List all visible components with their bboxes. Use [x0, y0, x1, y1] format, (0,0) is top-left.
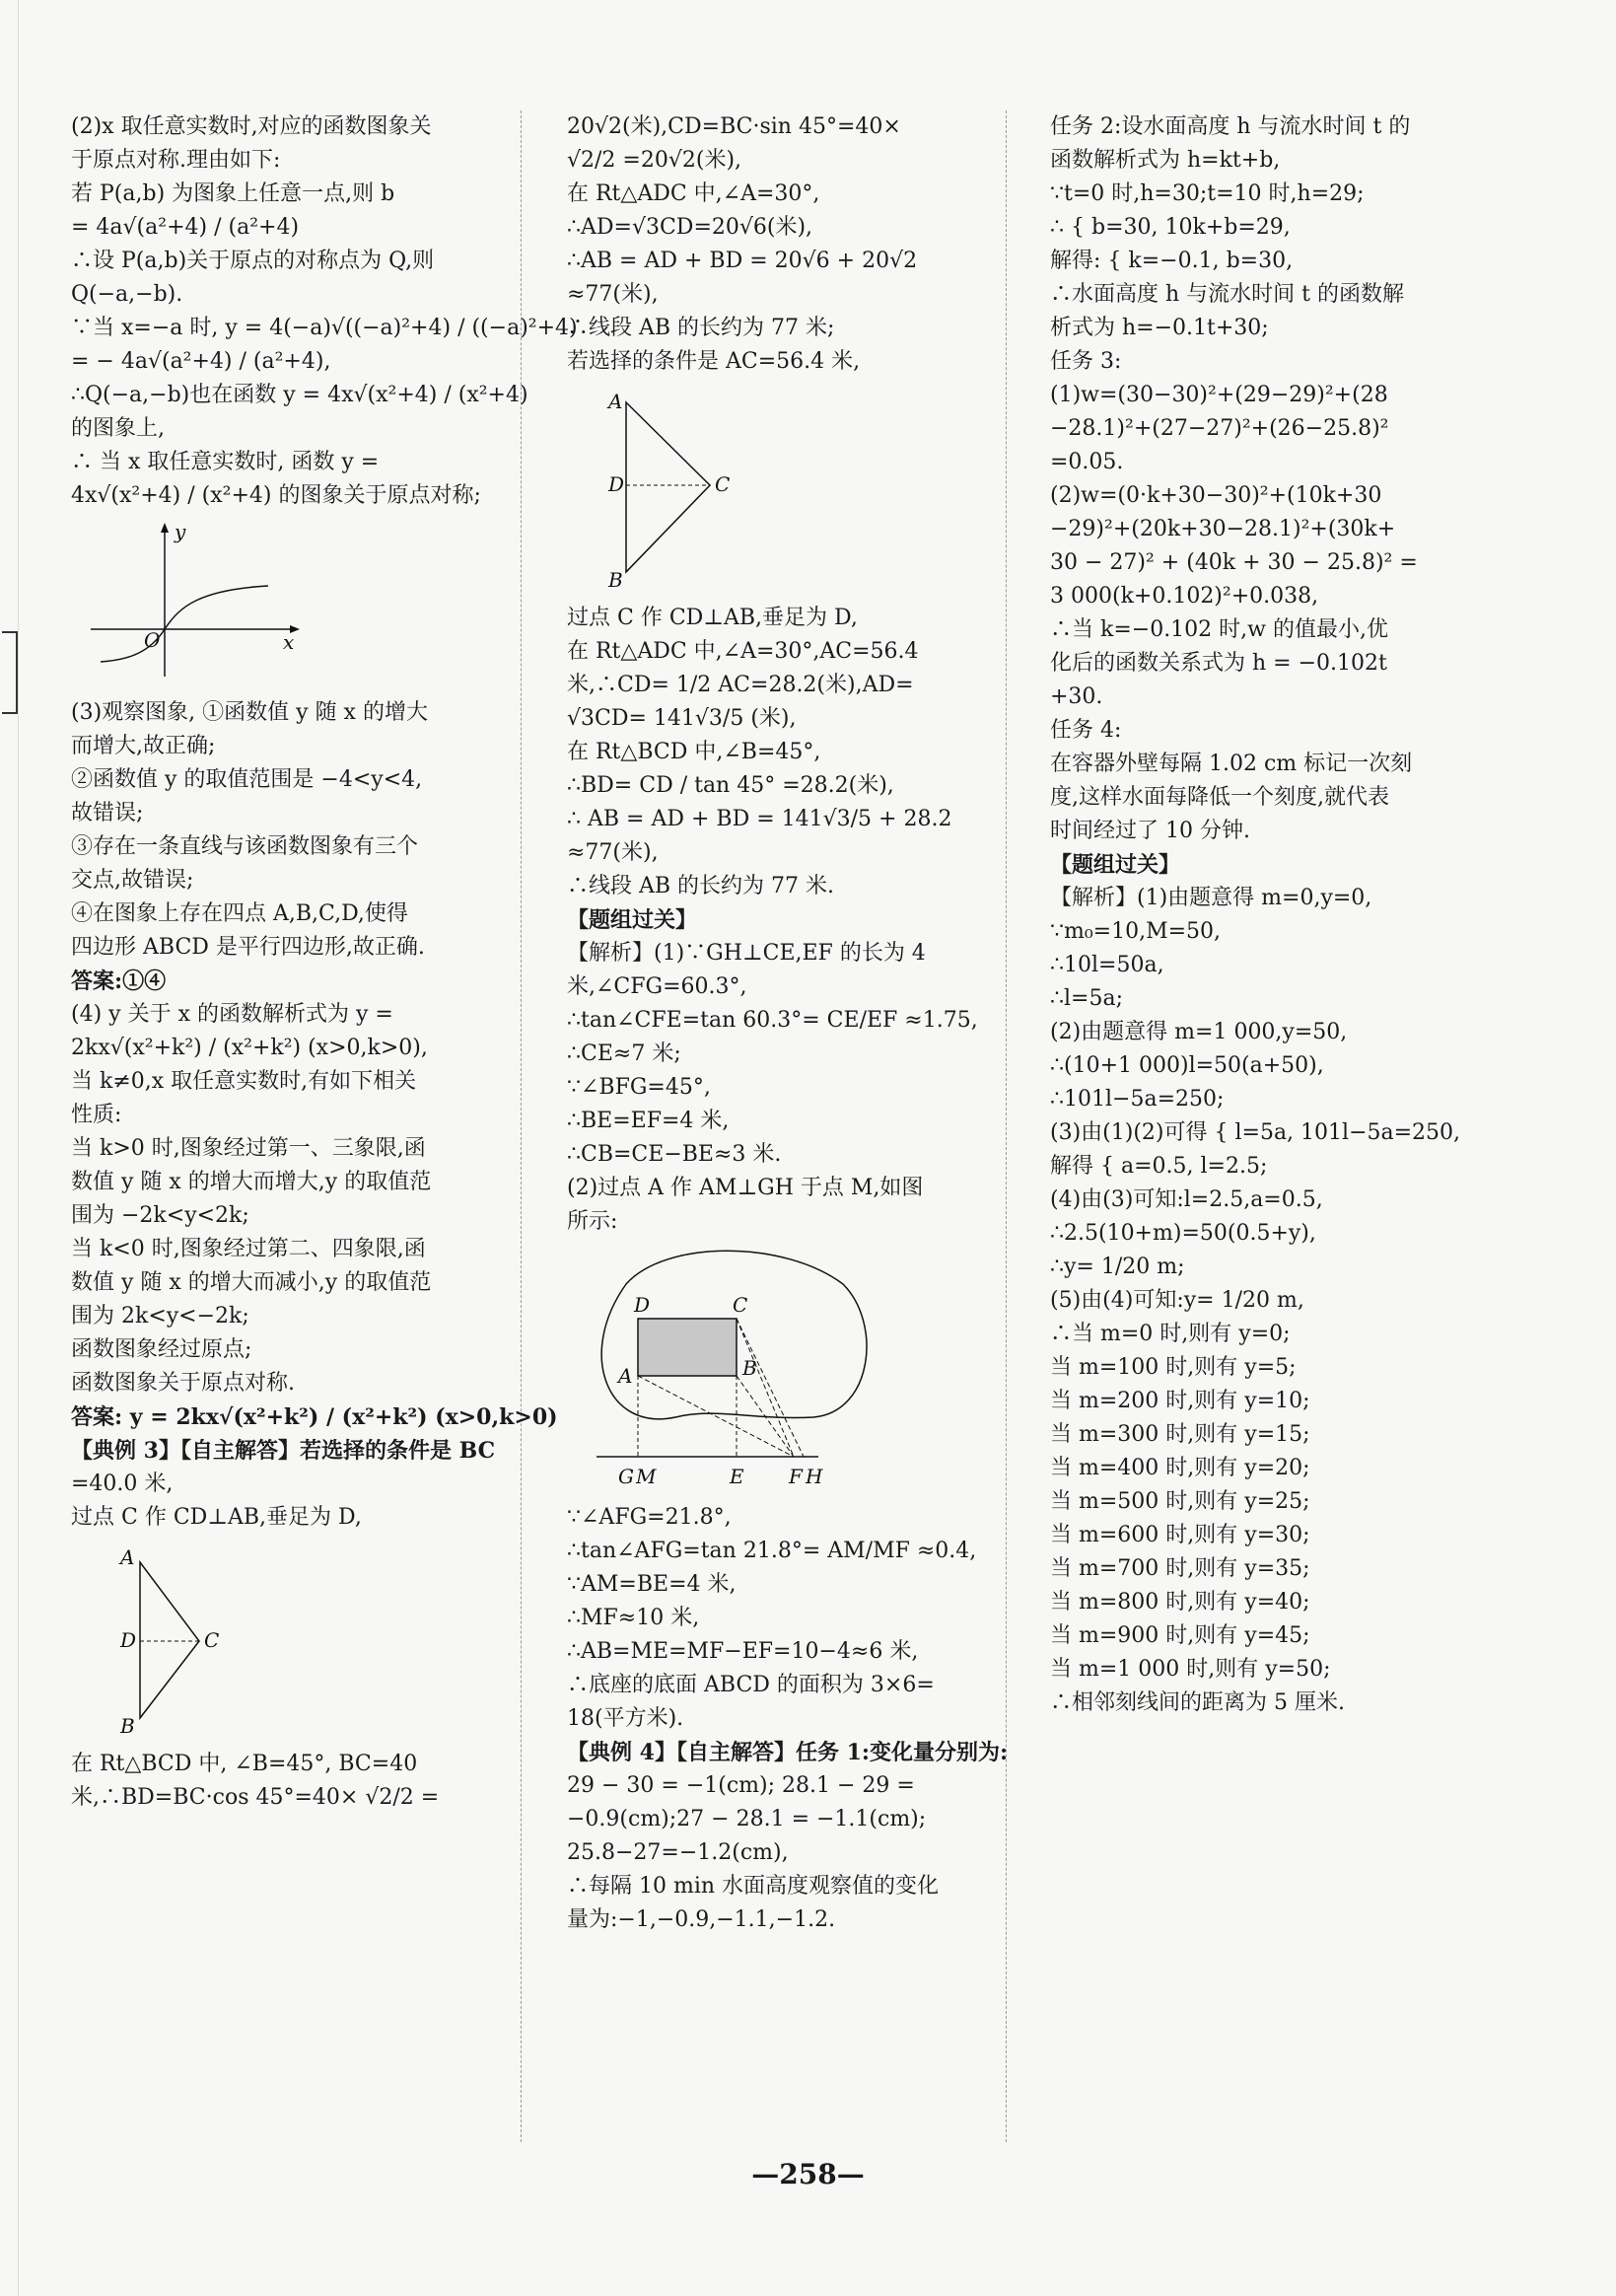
text-line: 过点 C 作 CD⊥AB,垂足为 D, [567, 606, 858, 630]
text-line: 当 m=100 时,则有 y=5; [1050, 1355, 1297, 1380]
page-number: —258— [751, 2158, 865, 2190]
text-line: ∴y= 1/20 m; [1050, 1255, 1185, 1279]
sculpture-base-figure [567, 1245, 882, 1491]
text-line: 29 − 30 = −1(cm); 28.1 − 29 = [567, 1773, 915, 1798]
label-d: D [608, 472, 625, 496]
text-line: 时间经过了 10 分钟. [1050, 819, 1250, 843]
text-line: 当 m=700 时,则有 y=35; [1050, 1556, 1310, 1581]
text-line: 交点,故错误; [71, 868, 194, 893]
text-line: 解得 { a=0.5, l=2.5; [1050, 1154, 1268, 1179]
text-line: 任务 3: [1050, 349, 1122, 374]
text-line: 于原点对称.理由如下: [71, 148, 281, 173]
text-line: −29)²+(20k+30−28.1)²+(30k+ [1050, 517, 1396, 541]
text-line: 故错误; [71, 801, 144, 825]
answer-line: 答案: y = 2kx√(x²+k²) / (x²+k²) (x>0,k>0) [71, 1404, 558, 1430]
text-line: 函数图象经过原点; [71, 1337, 252, 1362]
text-line: 数值 y 随 x 的增大而减小,y 的取值范 [71, 1270, 432, 1295]
text-line: 25.8−27=−1.2(cm), [567, 1840, 789, 1865]
text-line: ∴水面高度 h 与流水时间 t 的函数解 [1050, 282, 1404, 307]
text-line: (3)由(1)(2)可得 { l=5a, 101l−5a=250, [1050, 1120, 1461, 1145]
label-b: B [742, 1356, 757, 1380]
column-1 [71, 110, 578, 1815]
text-line: 函数图象关于原点对称. [71, 1371, 295, 1396]
text-line: ③存在一条直线与该函数图象有三个 [71, 834, 419, 859]
edge-mark [2, 631, 18, 714]
text-line: ∴CE≈7 米; [567, 1041, 681, 1066]
text-line: Q(−a,−b). [71, 282, 183, 307]
line-ch [737, 1319, 804, 1457]
triangle-abc [626, 402, 710, 572]
text-line: ∴tan∠CFE=tan 60.3°= CE/EF ≈1.75, [567, 1008, 978, 1033]
label-c: C [733, 1293, 748, 1317]
text-line: 四边形 ABCD 是平行四边形,故正确. [71, 935, 425, 960]
text-line: 在 Rt△ADC 中,∠A=30°,AC=56.4 [567, 639, 919, 664]
text-line: (4)由(3)可知:l=2.5,a=0.5, [1050, 1187, 1323, 1212]
label-d: D [634, 1293, 651, 1317]
text-line: 所示: [567, 1209, 618, 1234]
label-h: H [806, 1465, 823, 1488]
text-line: 任务 4: [1050, 718, 1122, 743]
x-axis-label: x [283, 630, 295, 654]
y-axis-label: y [175, 520, 186, 543]
text-line: 米,∴CD= 1/2 AC=28.2(米),AD= [567, 673, 914, 697]
text-line: (2)w=(0·k+30−30)²+(10k+30 [1050, 483, 1382, 508]
base-rectangle-abcd [638, 1319, 737, 1376]
text-line: ∴MF≈10 米, [567, 1606, 700, 1630]
text-line: 米,∠CFG=60.3°, [567, 974, 747, 999]
text-line: ∴101l−5a=250; [1050, 1087, 1225, 1112]
text-line: ∴CB=CE−BE≈3 米. [567, 1142, 782, 1167]
label-a: A [618, 1364, 633, 1388]
column-3 [1050, 110, 1484, 1720]
text-line: 当 m=600 时,则有 y=30; [1050, 1523, 1310, 1547]
text-line: 2kx√(x²+k²) / (x²+k²) (x>0,k>0), [71, 1036, 428, 1060]
text-line: ≈77(米), [567, 840, 659, 865]
text-line: 【解析】(1)∵GH⊥CE,EF 的长为 4 [567, 941, 926, 966]
text-line: 的图象上, [71, 416, 165, 441]
text-line: ∵∠BFG=45°, [567, 1075, 711, 1100]
text-line: ∴10l=50a, [1050, 953, 1164, 977]
text-line: =0.05. [1050, 450, 1124, 474]
text-line: 当 m=500 时,则有 y=25; [1050, 1489, 1310, 1514]
section-heading: 【典例 3】【自主解答】若选择的条件是 BC [71, 1438, 496, 1464]
text-line: 度,这样水面每降低一个刻度,就代表 [1050, 785, 1389, 810]
text-line: ∴AD=√3CD=20√6(米), [567, 215, 813, 240]
text-line: √2/2 =20√2(米), [567, 148, 742, 173]
text-line: (2)x 取任意实数时,对应的函数图象关 [71, 114, 432, 139]
text-line: =40.0 米, [71, 1471, 174, 1496]
text-line: (2)过点 A 作 AM⊥GH 于点 M,如图 [567, 1176, 924, 1200]
text-line: 米,∴BD=BC·cos 45°=40× √2/2 = [71, 1785, 440, 1810]
text-line: 在 Rt△ADC 中,∠A=30°, [567, 181, 820, 206]
text-line: ∴tan∠AFG=tan 21.8°= AM/MF ≈0.4, [567, 1539, 977, 1563]
text-line: 当 m=1 000 时,则有 y=50; [1050, 1657, 1331, 1682]
text-line: (3)观察图象, ①函数值 y 随 x 的增大 [71, 700, 428, 725]
triangle-abc [140, 1562, 199, 1718]
text-line: 30 − 27)² + (40k + 30 − 25.8)² = [1050, 550, 1418, 575]
text-line: 3 000(k+0.102)²+0.038, [1050, 584, 1319, 609]
text-line: 化后的函数关系式为 h = −0.102t [1050, 651, 1387, 676]
text-line: 任务 2:设水面高度 h 与流水时间 t 的 [1050, 114, 1411, 139]
label-m: M [636, 1465, 657, 1488]
label-b: B [120, 1714, 135, 1738]
text-line: 20√2(米),CD=BC·sin 45°=40× [567, 114, 901, 139]
text-line: +30. [1050, 684, 1103, 709]
text-line: ∵当 x=−a 时, y = 4(−a)√((−a)²+4) / ((−a)²+4) [71, 316, 578, 340]
text-line: 若 P(a,b) 为图象上任意一点,则 b [71, 181, 395, 206]
text-line: ∴l=5a; [1050, 986, 1123, 1011]
text-line: 当 m=300 时,则有 y=15; [1050, 1422, 1310, 1447]
text-line: ∴线段 AB 的长约为 77 米; [567, 316, 835, 340]
text-line: ∴当 m=0 时,则有 y=0; [1050, 1322, 1291, 1346]
text-line: 而增大,故正确; [71, 734, 216, 758]
text-line: 当 k≠0,x 取任意实数时,有如下相关 [71, 1069, 417, 1094]
text-line: ∴ AB = AD + BD = 141√3/5 + 28.2 [567, 807, 952, 831]
text-line: 围为 2k<y<−2k; [71, 1304, 249, 1328]
label-b: B [608, 568, 623, 592]
text-line: ≈77(米), [567, 282, 659, 307]
column-divider-1 [521, 110, 522, 2142]
text-line: ∴线段 AB 的长约为 77 米. [567, 874, 835, 898]
text-line: ②函数值 y 的取值范围是 −4<y<4, [71, 767, 423, 792]
triangle-figure-1 [71, 1541, 308, 1738]
text-line: 当 k<0 时,图象经过第二、四象限,函 [71, 1237, 426, 1261]
text-line: = 4a√(a²+4) / (a²+4) [71, 215, 300, 240]
label-g: G [618, 1465, 634, 1488]
label-f: F [789, 1465, 803, 1488]
text-line: 4x√(x²+4) / (x²+4) 的图象关于原点对称; [71, 483, 481, 508]
text-line: (1)w=(30−30)²+(29−29)²+(28 [1050, 383, 1388, 407]
text-line: 当 m=900 时,则有 y=45; [1050, 1623, 1310, 1648]
text-line: ∵t=0 时,h=30;t=10 时,h=29; [1050, 181, 1365, 206]
text-line: ∴每隔 10 min 水面高度观察值的变化 [567, 1874, 940, 1899]
text-line: ④在图象上存在四点 A,B,C,D,使得 [71, 901, 408, 926]
text-line: ∴BE=EF=4 米, [567, 1109, 730, 1133]
y-axis-arrow [161, 523, 169, 533]
section-heading: 【题组过关】 [567, 907, 698, 933]
text-line: 当 m=400 时,则有 y=20; [1050, 1456, 1310, 1480]
text-line: ∴BD= CD / tan 45° =28.2(米), [567, 773, 894, 798]
text-line: 【解析】(1)由题意得 m=0,y=0, [1050, 886, 1372, 910]
text-line: (5)由(4)可知:y= 1/20 m, [1050, 1288, 1304, 1313]
text-line: ∴相邻刻线间的距离为 5 厘米. [1050, 1690, 1345, 1715]
label-c: C [715, 472, 731, 496]
text-line: 数值 y 随 x 的增大而增大,y 的取值范 [71, 1170, 432, 1194]
text-line: ∵m₀=10,M=50, [1050, 919, 1222, 944]
text-line: 18(平方米). [567, 1706, 684, 1731]
section-heading: 【典例 4】【自主解答】任务 1:变化量分别为: [567, 1740, 1009, 1765]
text-line: ∴底座的底面 ABCD 的面积为 3×6= [567, 1673, 935, 1697]
label-c: C [204, 1628, 220, 1652]
text-line: ∴当 k=−0.102 时,w 的值最小,优 [1050, 617, 1388, 642]
label-a: A [608, 390, 623, 413]
text-line: ∵∠AFG=21.8°, [567, 1505, 732, 1530]
label-e: E [730, 1465, 744, 1488]
label-a: A [120, 1545, 135, 1569]
text-line: 围为 −2k<y<2k; [71, 1203, 249, 1228]
text-line: 在 Rt△BCD 中,∠B=45°, [567, 740, 821, 764]
text-line: ∴(10+1 000)l=50(a+50), [1050, 1053, 1324, 1078]
text-line: ∵AM=BE=4 米, [567, 1572, 737, 1597]
page-edge [0, 0, 19, 2296]
function-graph-figure [71, 519, 308, 686]
text-line: 当 k>0 时,图象经过第一、三象限,函 [71, 1136, 426, 1161]
text-line: −28.1)²+(27−27)²+(26−25.8)² [1050, 416, 1389, 441]
text-line: ∴AB = AD + BD = 20√6 + 20√2 [567, 249, 918, 273]
text-line: 若选择的条件是 AC=56.4 米, [567, 349, 861, 374]
text-line: (2)由题意得 m=1 000,y=50, [1050, 1020, 1348, 1044]
text-line: −0.9(cm);27 − 28.1 = −1.1(cm); [567, 1807, 927, 1831]
text-line: ∴ { b=30, 10k+b=29, [1050, 215, 1291, 240]
section-heading: 【题组过关】 [1050, 852, 1181, 878]
text-line: = − 4a√(a²+4) / (a²+4), [71, 349, 331, 374]
text-line: 解得: { k=−0.1, b=30, [1050, 249, 1294, 273]
text-line: ∴Q(−a,−b)也在函数 y = 4x√(x²+4) / (x²+4) [71, 383, 528, 407]
function-curve [101, 586, 268, 662]
text-line: ∴ 当 x 取任意实数时, 函数 y = [71, 450, 380, 474]
text-line: ∴设 P(a,b)关于原点的对称点为 Q,则 [71, 249, 435, 273]
answer-line: 答案:①④ [71, 969, 167, 994]
text-line: 在容器外壁每隔 1.02 cm 标记一次刻 [1050, 752, 1413, 776]
label-d: D [120, 1628, 137, 1652]
text-line: 过点 C 作 CD⊥AB,垂足为 D, [71, 1505, 362, 1530]
text-line: ∴2.5(10+m)=50(0.5+y), [1050, 1221, 1316, 1246]
text-line: 析式为 h=−0.1t+30; [1050, 316, 1269, 340]
text-line: √3CD= 141√3/5 (米), [567, 706, 797, 731]
triangle-figure-2 [567, 385, 804, 592]
origin-label: O [144, 628, 161, 652]
text-line: 当 m=200 时,则有 y=10; [1050, 1389, 1310, 1413]
column-2 [567, 110, 1009, 1937]
text-line: ∴AB=ME=MF−EF=10−4≈6 米, [567, 1639, 919, 1664]
text-line: (4) y 关于 x 的函数解析式为 y = [71, 1002, 393, 1027]
text-line: 在 Rt△BCD 中, ∠B=45°, BC=40 [71, 1752, 418, 1776]
line-cf [737, 1319, 794, 1457]
text-line: 量为:−1,−0.9,−1.1,−1.2. [567, 1907, 836, 1932]
column-divider-2 [1006, 110, 1007, 2142]
text-line: 当 m=800 时,则有 y=40; [1050, 1590, 1310, 1614]
text-line: 性质: [71, 1103, 122, 1127]
text-line: 函数解析式为 h=kt+b, [1050, 148, 1281, 173]
